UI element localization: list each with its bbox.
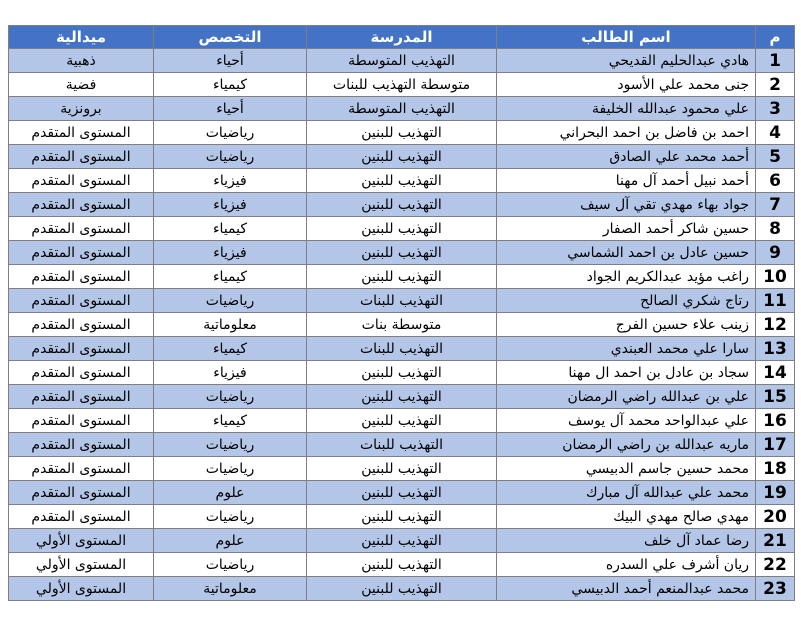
table-row [9, 505, 795, 529]
cell-medal: المستوى المتقدم [9, 505, 154, 529]
cell-school: التهذيب للبنين [307, 457, 497, 481]
header-number: م [756, 26, 795, 49]
cell-specialty: أحياء [154, 97, 307, 121]
table-row [9, 49, 795, 73]
cell-student-name: زينب علاء حسين الفرج [497, 313, 756, 337]
cell-student-name: علي عبدالواحد محمد آل يوسف [497, 409, 756, 433]
cell-specialty: فيزياء [154, 361, 307, 385]
cell-school: التهذيب للبنين [307, 409, 497, 433]
table-row [9, 481, 795, 505]
cell-number: 15 [756, 385, 795, 409]
cell-number: 13 [756, 337, 795, 361]
table-row [9, 121, 795, 145]
cell-medal: المستوى المتقدم [9, 265, 154, 289]
cell-student-name: جواد بهاء مهدي تقي آل سيف [497, 193, 756, 217]
cell-school: التهذيب للبنين [307, 169, 497, 193]
cell-student-name: محمد عبدالمنعم أحمد الدبيسي [497, 577, 756, 601]
cell-specialty: كيمياء [154, 265, 307, 289]
cell-student-name: علي بن عبدالله راضي الرمضان [497, 385, 756, 409]
table-row [9, 577, 795, 601]
cell-school: التهذيب للبنين [307, 505, 497, 529]
table-row [9, 97, 795, 121]
cell-number: 8 [756, 217, 795, 241]
cell-school: التهذيب للبنين [307, 481, 497, 505]
cell-specialty: علوم [154, 529, 307, 553]
header-medal: ميدالية [9, 26, 154, 49]
cell-number: 17 [756, 433, 795, 457]
cell-medal: فضية [9, 73, 154, 97]
cell-medal: المستوى المتقدم [9, 121, 154, 145]
cell-student-name: محمد حسين جاسم الدبيسي [497, 457, 756, 481]
cell-medal: ذهبية [9, 49, 154, 73]
cell-medal: المستوى المتقدم [9, 409, 154, 433]
table-row [9, 553, 795, 577]
cell-student-name: رضا عماد آل خلف [497, 529, 756, 553]
table-row [9, 337, 795, 361]
cell-school: التهذيب للبنين [307, 217, 497, 241]
cell-school: التهذيب للبنين [307, 577, 497, 601]
cell-school: التهذيب للبنين [307, 193, 497, 217]
cell-specialty: معلوماتية [154, 577, 307, 601]
cell-medal: المستوى المتقدم [9, 337, 154, 361]
cell-specialty: رياضيات [154, 433, 307, 457]
cell-number: 4 [756, 121, 795, 145]
cell-specialty: رياضيات [154, 385, 307, 409]
cell-student-name: حسين عادل بن احمد الشماسي [497, 241, 756, 265]
cell-specialty: فيزياء [154, 241, 307, 265]
cell-medal: المستوى الأولي [9, 529, 154, 553]
cell-number: 6 [756, 169, 795, 193]
cell-school: التهذيب للبنين [307, 553, 497, 577]
cell-school: متوسطة التهذيب للبنات [307, 73, 497, 97]
table-row [9, 361, 795, 385]
table-row [9, 241, 795, 265]
cell-specialty: معلوماتية [154, 313, 307, 337]
cell-specialty: رياضيات [154, 121, 307, 145]
cell-specialty: كيمياء [154, 73, 307, 97]
cell-student-name: أحمد نبيل أحمد آل مهنا [497, 169, 756, 193]
cell-student-name: مهدي صالح مهدي البيك [497, 505, 756, 529]
cell-number: 7 [756, 193, 795, 217]
cell-number: 12 [756, 313, 795, 337]
cell-number: 18 [756, 457, 795, 481]
cell-student-name: رتاج شكري الصالح [497, 289, 756, 313]
table-row [9, 529, 795, 553]
header-specialty: التخصص [154, 26, 307, 49]
cell-medal: المستوى المتقدم [9, 313, 154, 337]
cell-student-name: حسين شاكر أحمد الصفار [497, 217, 756, 241]
cell-student-name: ماريه عبدالله بن راضي الرمضان [497, 433, 756, 457]
cell-student-name: ريان أشرف علي السدره [497, 553, 756, 577]
cell-student-name: علي محمود عبدالله الخليفة [497, 97, 756, 121]
cell-specialty: أحياء [154, 49, 307, 73]
cell-specialty: رياضيات [154, 505, 307, 529]
cell-specialty: رياضيات [154, 457, 307, 481]
cell-number: 22 [756, 553, 795, 577]
table-row [9, 169, 795, 193]
cell-number: 1 [756, 49, 795, 73]
table-body [9, 49, 795, 601]
cell-number: 20 [756, 505, 795, 529]
cell-school: التهذيب للبنين [307, 361, 497, 385]
table-row [9, 409, 795, 433]
table-row [9, 73, 795, 97]
cell-school: التهذيب للبنين [307, 241, 497, 265]
cell-school: التهذيب المتوسطة [307, 49, 497, 73]
table-row [9, 313, 795, 337]
cell-school: التهذيب للبنات [307, 337, 497, 361]
table-row [9, 433, 795, 457]
cell-medal: المستوى المتقدم [9, 169, 154, 193]
cell-medal: المستوى المتقدم [9, 361, 154, 385]
cell-school: التهذيب للبنات [307, 289, 497, 313]
cell-specialty: فيزياء [154, 193, 307, 217]
cell-student-name: أحمد محمد علي الصادق [497, 145, 756, 169]
header-row [9, 26, 795, 49]
cell-number: 19 [756, 481, 795, 505]
cell-medal: المستوى المتقدم [9, 289, 154, 313]
table-row [9, 145, 795, 169]
table-row [9, 217, 795, 241]
cell-number: 2 [756, 73, 795, 97]
cell-school: التهذيب للبنين [307, 529, 497, 553]
cell-school: التهذيب للبنين [307, 385, 497, 409]
cell-medal: المستوى الأولي [9, 553, 154, 577]
table-row [9, 289, 795, 313]
cell-specialty: رياضيات [154, 289, 307, 313]
header-school: المدرسة [307, 26, 497, 49]
cell-medal: المستوى المتقدم [9, 385, 154, 409]
cell-medal: المستوى المتقدم [9, 193, 154, 217]
cell-medal: المستوى المتقدم [9, 457, 154, 481]
cell-student-name: محمد علي عبدالله آل مبارك [497, 481, 756, 505]
results-table [8, 25, 795, 601]
cell-medal: المستوى الأولي [9, 577, 154, 601]
cell-number: 9 [756, 241, 795, 265]
cell-number: 10 [756, 265, 795, 289]
cell-number: 16 [756, 409, 795, 433]
cell-school: التهذيب للبنين [307, 265, 497, 289]
table-row [9, 265, 795, 289]
cell-medal: المستوى المتقدم [9, 241, 154, 265]
cell-medal: المستوى المتقدم [9, 217, 154, 241]
results-table-container [8, 25, 794, 601]
cell-school: التهذيب للبنين [307, 145, 497, 169]
cell-specialty: رياضيات [154, 553, 307, 577]
cell-medal: المستوى المتقدم [9, 481, 154, 505]
cell-number: 21 [756, 529, 795, 553]
cell-medal: برونزية [9, 97, 154, 121]
cell-school: التهذيب للبنين [307, 121, 497, 145]
cell-medal: المستوى المتقدم [9, 433, 154, 457]
table-row [9, 385, 795, 409]
cell-school: التهذيب للبنات [307, 433, 497, 457]
cell-student-name: سجاد بن عادل بن احمد ال مهنا [497, 361, 756, 385]
cell-medal: المستوى المتقدم [9, 145, 154, 169]
cell-number: 11 [756, 289, 795, 313]
cell-specialty: فيزياء [154, 169, 307, 193]
cell-student-name: احمد بن فاضل بن احمد البحراني [497, 121, 756, 145]
cell-specialty: رياضيات [154, 145, 307, 169]
cell-specialty: كيمياء [154, 409, 307, 433]
cell-school: متوسطة بنات [307, 313, 497, 337]
cell-student-name: راغب مؤيد عبدالكريم الجواد [497, 265, 756, 289]
cell-number: 5 [756, 145, 795, 169]
table-row [9, 193, 795, 217]
cell-student-name: هادي عبدالحليم القديحي [497, 49, 756, 73]
cell-number: 23 [756, 577, 795, 601]
cell-student-name: سارا علي محمد العبندي [497, 337, 756, 361]
cell-student-name: جنى محمد علي الأسود [497, 73, 756, 97]
cell-number: 14 [756, 361, 795, 385]
cell-specialty: كيمياء [154, 337, 307, 361]
cell-specialty: كيمياء [154, 217, 307, 241]
header-student-name: اسم الطالب [497, 26, 756, 49]
table-row [9, 457, 795, 481]
cell-specialty: علوم [154, 481, 307, 505]
cell-number: 3 [756, 97, 795, 121]
cell-school: التهذيب المتوسطة [307, 97, 497, 121]
